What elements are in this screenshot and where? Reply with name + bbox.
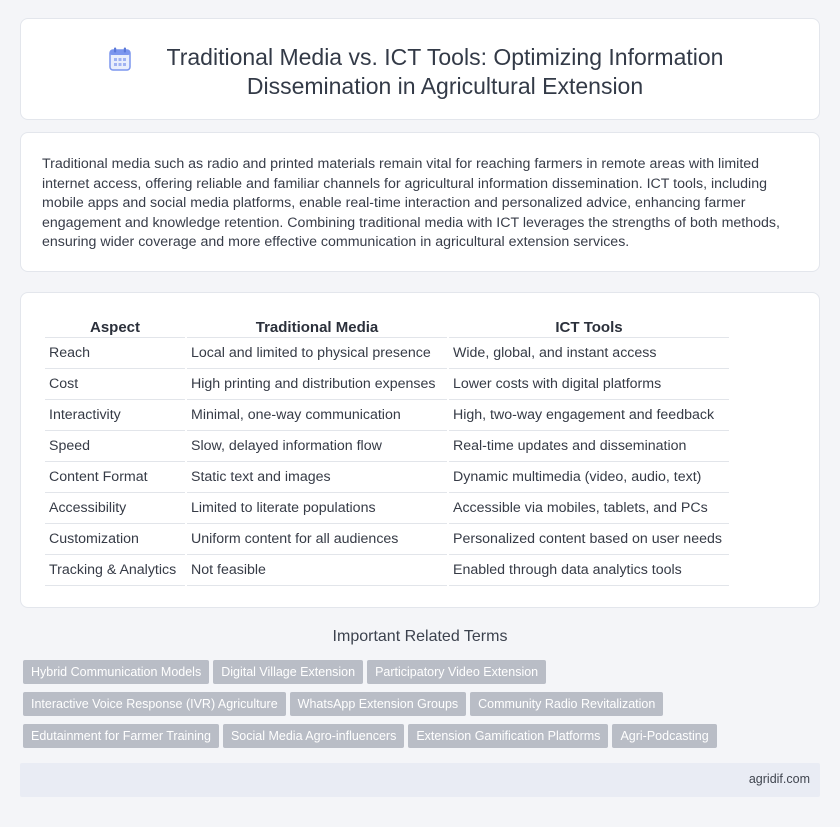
intro-card [20, 132, 820, 272]
table-row [45, 400, 729, 431]
tag-agri-podcasting[interactable]: Agri-Podcasting [612, 724, 716, 748]
tag-edutainment-farmer-training[interactable]: Edutainment for Farmer Training [23, 724, 219, 748]
table-header-row [45, 315, 729, 338]
related-terms-heading: Important Related Terms [332, 628, 508, 645]
cell-traditional: Minimal, one-way communication [187, 400, 447, 431]
footer [20, 763, 820, 797]
footer-site-link[interactable]: agridif.com [748, 772, 810, 786]
tag-digital-village-extension[interactable]: Digital Village Extension [213, 660, 363, 684]
related-terms-list [23, 660, 803, 756]
title-card [20, 18, 820, 120]
table-row [45, 431, 729, 462]
page-title: Traditional Media vs. ICT Tools: Optimizing Information Dissemination in Agricultural Extension [166, 44, 724, 99]
cell-ict: Enabled through data analytics tools [449, 555, 729, 586]
tag-hybrid-communication-models[interactable]: Hybrid Communication Models [23, 660, 209, 684]
tag-whatsapp-extension-groups[interactable]: WhatsApp Extension Groups [290, 692, 467, 716]
cell-aspect: Tracking & Analytics [45, 555, 185, 586]
table-row [45, 555, 729, 586]
cell-ict: Personalized content based on user needs [449, 524, 729, 555]
table-row [45, 462, 729, 493]
cell-ict: Dynamic multimedia (video, audio, text) [449, 462, 729, 493]
tag-ivr-agriculture[interactable]: Interactive Voice Response (IVR) Agriculture [23, 692, 286, 716]
tag-extension-gamification-platforms[interactable]: Extension Gamification Platforms [408, 724, 608, 748]
cell-traditional: Uniform content for all audiences [187, 524, 447, 555]
cell-traditional: Static text and images [187, 462, 447, 493]
cell-traditional: Local and limited to physical presence [187, 338, 447, 369]
tag-participatory-video-extension[interactable]: Participatory Video Extension [367, 660, 546, 684]
cell-aspect: Cost [45, 369, 185, 400]
table-row [45, 493, 729, 524]
cell-traditional: Limited to literate populations [187, 493, 447, 524]
table-row [45, 524, 729, 555]
table-row [45, 369, 729, 400]
cell-aspect: Interactivity [45, 400, 185, 431]
title-wrap [21, 43, 819, 101]
table-row [45, 338, 729, 369]
comparison-card [20, 292, 820, 608]
cell-aspect: Content Format [45, 462, 185, 493]
cell-aspect: Accessibility [45, 493, 185, 524]
cell-ict: Wide, global, and instant access [449, 338, 729, 369]
cell-ict: Lower costs with digital platforms [449, 369, 729, 400]
tag-community-radio-revitalization[interactable]: Community Radio Revitalization [470, 692, 663, 716]
header-ict-tools: ICT Tools [449, 315, 729, 338]
cell-ict: High, two-way engagement and feedback [449, 400, 729, 431]
cell-traditional: High printing and distribution expenses [187, 369, 447, 400]
cell-traditional: Slow, delayed information flow [187, 431, 447, 462]
cell-traditional: Not feasible [187, 555, 447, 586]
cell-aspect: Speed [45, 431, 185, 462]
cell-ict: Accessible via mobiles, tablets, and PCs [449, 493, 729, 524]
comparison-table [43, 315, 731, 586]
cell-aspect: Customization [45, 524, 185, 555]
cell-ict: Real-time updates and dissemination [449, 431, 729, 462]
intro-paragraph: Traditional media such as radio and printed materials remain vital for reaching farmers in remote areas with limited internet access, offering reliable and familiar channels for agricultural information dissemination. ICT tools, including mobile apps and social media platforms, enable real-time interaction and personalized advice, enhancing farmer engagement and knowledge retention. Combining traditional media with ICT leverages the strengths of both methods, ensuring wider coverage and more effective communication in agricultural extension services. [42, 156, 780, 250]
tag-social-media-agro-influencers[interactable]: Social Media Agro-influencers [223, 724, 404, 748]
header-traditional-media: Traditional Media [187, 315, 447, 338]
calendar-icon [109, 47, 131, 71]
cell-aspect: Reach [45, 338, 185, 369]
header-aspect: Aspect [45, 315, 185, 338]
